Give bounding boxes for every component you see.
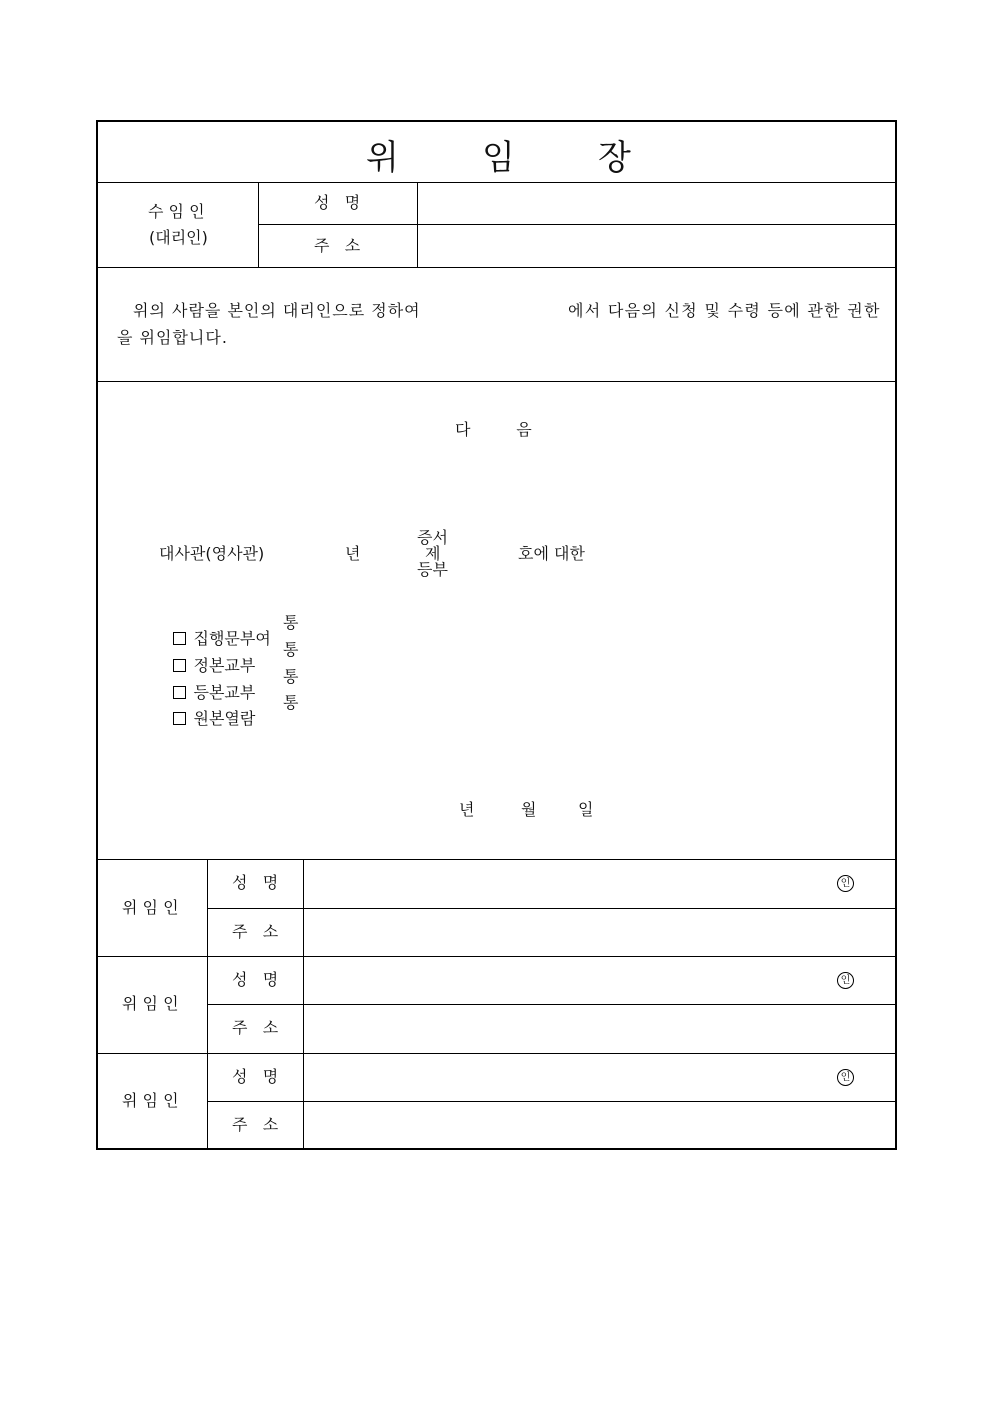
- statement-line2: 을 위임합니다.: [117, 328, 228, 347]
- statement-part2: 에서 다음의 신청 및 수령 등에 관한 권한: [568, 301, 881, 320]
- agent-name-label: 성 명: [314, 193, 361, 212]
- request-item-unit: 통: [283, 667, 299, 686]
- divider: [98, 182, 895, 183]
- principal-address-label: 주 소: [232, 1018, 279, 1037]
- date-year: 년: [459, 800, 475, 819]
- checkbox[interactable]: [173, 712, 186, 725]
- power-of-attorney-form: [96, 120, 897, 1150]
- principal-name-label: 성 명: [232, 1067, 279, 1086]
- doc-type-bottom: 등부: [417, 560, 448, 579]
- request-item-unit: 통: [283, 640, 299, 659]
- principal-label: 위 임 인: [122, 994, 179, 1013]
- seal-mark: 인: [837, 875, 854, 892]
- principal-address-field[interactable]: [306, 1006, 891, 1051]
- principal-address-label: 주 소: [232, 922, 279, 941]
- year-label: 년: [345, 544, 361, 563]
- form-title: [98, 122, 895, 182]
- principal-name-label: 성 명: [232, 873, 279, 892]
- number-suffix: 호에 대한: [518, 544, 585, 563]
- request-item-unit: 통: [283, 693, 299, 712]
- principal-label: 위 임 인: [122, 1091, 179, 1110]
- principal-address-field[interactable]: [306, 1103, 891, 1146]
- request-item: 원본열람: [142, 695, 255, 743]
- statement-part1: 위의 사람을 본인의 대리인으로 정하여: [133, 301, 421, 320]
- doc-type-top: 증서: [417, 528, 448, 547]
- agent-label: 수 임 인: [148, 202, 205, 221]
- principal-address-field[interactable]: [306, 910, 891, 954]
- title-char-3: 장: [598, 138, 631, 178]
- date-day: 일: [578, 800, 594, 819]
- seal-mark: 인: [837, 972, 854, 989]
- principal-name-field[interactable]: [306, 861, 826, 905]
- request-item: 정본교부: [142, 642, 255, 690]
- principal-name-field[interactable]: [306, 958, 826, 1002]
- agent-address-label: 주 소: [314, 236, 361, 255]
- doc-type-mid: 제: [425, 544, 441, 563]
- title-char-1: 위: [366, 138, 399, 178]
- principal-address-label: 주 소: [232, 1115, 279, 1134]
- principal-name-field[interactable]: [306, 1055, 826, 1099]
- date-month: 월: [521, 800, 537, 819]
- office-blank-field[interactable]: [433, 298, 563, 320]
- principal-label: 위 임 인: [122, 898, 179, 917]
- request-item-unit: 통: [283, 613, 299, 632]
- agent-address-field[interactable]: [420, 227, 890, 265]
- request-item: 등본교부: [142, 669, 255, 717]
- principal-name-label: 성 명: [232, 970, 279, 989]
- details-heading: 다 음: [455, 420, 532, 439]
- embassy-label: 대사관(영사관): [159, 544, 265, 563]
- agent-label-sub: (대리인): [149, 228, 208, 247]
- title-char-2: 임: [482, 138, 515, 178]
- request-item: 집행문부여: [142, 615, 271, 663]
- agent-name-field[interactable]: [420, 184, 890, 222]
- seal-mark: 인: [837, 1069, 854, 1086]
